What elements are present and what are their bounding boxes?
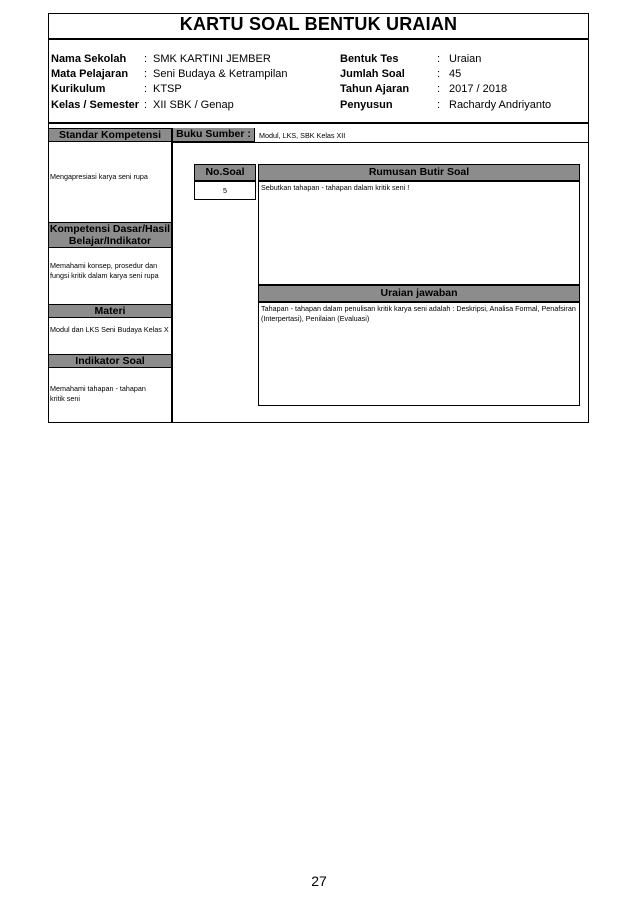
uraian-jawaban-text: Tahapan - tahapan dalam penulisan kritik karya seni adalah : Deskripsi, Analisa Formal, Penafsiran (Interpertasi), Penilaian (Evaluasi) [261,304,576,323]
label-penyusun: Penyusun [340,99,393,111]
label-kurikulum: Kurikulum [51,83,106,95]
page-number: 27 [311,873,327,889]
buku-sumber-divider [173,142,589,143]
title-divider [48,38,589,40]
rumusan-butir-soal-text: Sebutkan tahapan - tahapan dalam kritik seni ! [261,183,410,192]
colon: : [437,99,441,111]
colon: : [144,68,148,80]
value-penyusun: Rachardy Andriyanto [449,99,552,111]
value-bentuk-tes: Uraian [449,53,482,65]
indikator-soal-header: Indikator Soal [48,354,172,368]
kompetensi-dasar-header-line2: Belajar/Indikator [68,235,152,247]
no-soal-header: No.Soal [194,164,256,181]
standar-kompetensi-text: Mengapresiasi karya seni rupa [50,172,148,181]
label-kelas-semester: Kelas / Semester [51,99,140,111]
rumusan-butir-soal-box [258,181,580,285]
kompetensi-dasar-header-line1: Kompetensi Dasar/Hasil [49,222,171,235]
colon: : [144,83,148,95]
colon: : [437,83,441,95]
value-nama-sekolah: SMK KARTINI JEMBER [153,53,271,65]
uraian-jawaban-header: Uraian jawaban [258,285,580,302]
no-soal-value: 5 [194,181,256,200]
value-tahun-ajaran: 2017 / 2018 [449,83,508,95]
standar-kompetensi-header: Standar Kompetensi [48,128,172,142]
materi-header: Materi [48,304,172,318]
materi-text: Modul dan LKS Seni Budaya Kelas X [50,325,169,334]
value-mata-pelajaran: Seni Budaya & Ketrampilan [153,68,288,80]
label-nama-sekolah: Nama Sekolah [51,53,127,65]
buku-sumber-label: Buku Sumber : [173,128,255,142]
buku-sumber-value: Modul, LKS, SBK Kelas XII [259,131,346,140]
kompetensi-dasar-header [48,222,172,248]
rumusan-butir-soal-header: Rumusan Butir Soal [258,164,580,181]
label-tahun-ajaran: Tahun Ajaran [340,83,410,95]
label-bentuk-tes: Bentuk Tes [340,53,399,65]
value-kelas-semester: XII SBK / Genap [153,99,234,111]
value-kurikulum: KTSP [153,83,182,95]
kompetensi-dasar-text: Memahami konsep, prosedur dan fungsi kritik dalam karya seni rupa [50,261,159,280]
label-mata-pelajaran: Mata Pelajaran [51,68,129,80]
colon: : [144,99,148,111]
colon: : [437,53,441,65]
colon: : [144,53,148,65]
indikator-soal-text: Memahami tahapan - tahapan kritik seni [50,384,146,403]
value-jumlah-soal: 45 [449,68,462,80]
card-title: KARTU SOAL BENTUK URAIAN [179,14,458,34]
colon: : [437,68,441,80]
label-jumlah-soal: Jumlah Soal [340,68,405,80]
info-divider [48,122,589,124]
